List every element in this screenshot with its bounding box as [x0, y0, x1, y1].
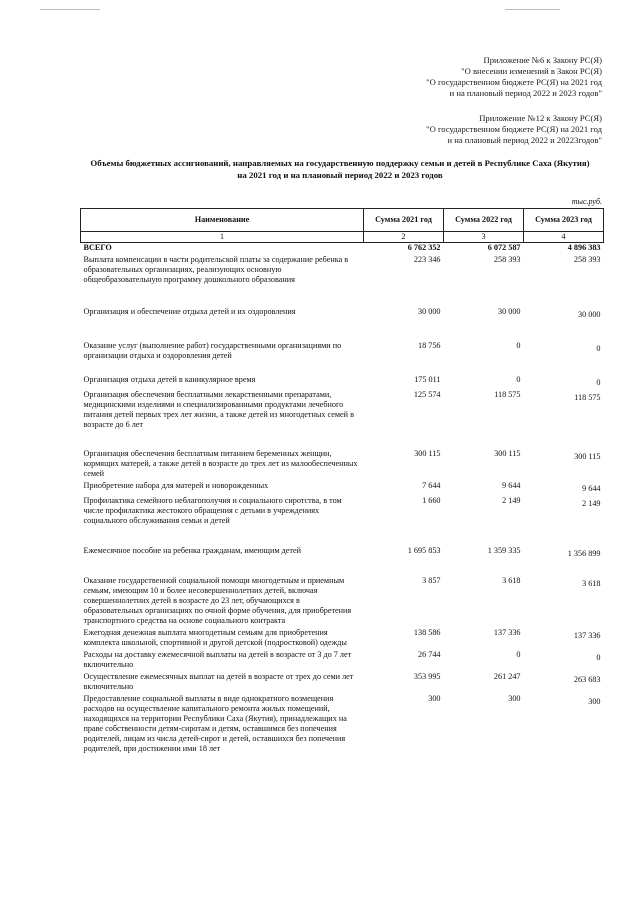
- appendix-6-line: и на плановый период 2022 и 2023 годов": [449, 88, 602, 98]
- row-value-2022: 6 072 587: [487, 243, 521, 252]
- row-value-2022: 9 644: [502, 481, 521, 490]
- row-value-2021: 1 660: [422, 496, 441, 505]
- row-name: Организация и обеспечение отдыха детей и их оздоровления: [83, 307, 296, 316]
- row-value-2023: 300 115: [574, 452, 601, 461]
- row-value-2023: 118 575: [574, 393, 601, 402]
- row-name: Оказание услуг (выполнение работ) государственными организациями по организации отдыха и оздоровления детей: [83, 341, 342, 360]
- appendix-12-line: "О государственном бюджете РС(Я) на 2021 год: [426, 124, 602, 134]
- row-value-2021: 3 857: [422, 576, 441, 585]
- table-row: [81, 449, 604, 481]
- header-2021: Сумма 2021 год: [364, 209, 444, 232]
- row-value-2022: 2 149: [502, 496, 521, 505]
- appendix-6-line: "О внесении изменений в Закон РС(Я): [461, 66, 602, 76]
- index-cell: 1: [81, 232, 364, 243]
- row-value-2022: 300: [508, 694, 521, 703]
- table-row: [81, 341, 604, 375]
- index-cell: 2: [364, 232, 444, 243]
- row-value-2022: 137 336: [493, 628, 521, 637]
- row-value-2023: 258 393: [573, 255, 601, 264]
- row-name: Выплата компенсации в части родительской платы за содержание ребенка в образовательных организациях, реализующих основную общеобразовательную программу дошкольного образования: [83, 255, 349, 284]
- row-value-2021: 6 762 352: [407, 243, 441, 252]
- units-label: тыс.руб.: [571, 197, 602, 206]
- row-value-2023: 2 149: [582, 499, 601, 508]
- scan-artifact: [505, 9, 560, 10]
- table-row: [81, 307, 604, 341]
- table-row: [81, 496, 604, 546]
- table-row: [81, 375, 604, 390]
- row-value-2023: 1 356 899: [567, 549, 601, 558]
- table-row: [81, 390, 604, 449]
- row-value-2022: 0: [516, 650, 521, 659]
- row-value-2022: 261 247: [493, 672, 521, 681]
- row-value-2021: 138 586: [413, 628, 441, 637]
- table-row: [81, 650, 604, 672]
- row-value-2023: 300: [588, 697, 601, 706]
- table-row-total: [81, 243, 604, 256]
- table-row: [81, 255, 604, 307]
- row-name: Ежегодная денежная выплата многодетным семьям для приобретения комплекта школьной, спортивной и другой детской (подростковой) одежды: [83, 628, 347, 647]
- table-row: [81, 694, 604, 756]
- row-value-2021: 26 744: [417, 650, 441, 659]
- appendix-6-line: Приложение №6 к Закону РС(Я): [483, 55, 602, 65]
- appendix-12-line: Приложение №12 к Закону РС(Я): [479, 113, 602, 123]
- row-value-2022: 300 115: [494, 449, 521, 458]
- header-2023: Сумма 2023 год: [524, 209, 604, 232]
- row-name: Организация отдыха детей в каникулярное время: [83, 375, 256, 384]
- row-value-2021: 1 695 853: [407, 546, 441, 555]
- document-title: [60, 157, 620, 181]
- table-row: [81, 481, 604, 496]
- row-name: Предоставление социальной выплаты в виде однократного возмещения расходов на осуществление капитального ремонта жилых помещений, находящихся на территории Республики Саха (Якутия), принадлежащих на праве собственности детям-сиротам и детям, оставшимся без попечения родителей, лицам из числа детей-сирот и детей, оставшихся без попечения родителей, при достижении ими 18 лет: [83, 694, 347, 753]
- title-line: Объемы бюджетных ассигнований, направляемых на государственную поддержку семьи и детей в Республике Саха (Якутия): [90, 158, 590, 168]
- row-value-2023: 4 896 383: [567, 243, 601, 252]
- row-name: Организация обеспечения бесплатными лекарственными препаратами, медицинскими изделиями и специализированными продуктами лечебного питания детей первых трех лет жизни, а также детей из многодетных семей в возрасте до 6 лет: [83, 390, 354, 429]
- row-value-2021: 223 346: [413, 255, 441, 264]
- row-value-2023: 0: [596, 344, 601, 353]
- index-cell: 4: [524, 232, 604, 243]
- appendix-6-line: "О государственном бюджете РС(Я) на 2021 год: [426, 77, 602, 87]
- row-value-2023: 9 644: [582, 484, 601, 493]
- row-value-2023: 0: [596, 653, 601, 662]
- row-name: Приобретение набора для матерей и новорожденных: [83, 481, 269, 490]
- row-value-2021: 30 000: [417, 307, 441, 316]
- row-value-2022: 1 359 335: [487, 546, 521, 555]
- header-name: Наименование: [81, 209, 364, 232]
- title-line: на 2021 год и на плановый период 2022 и 2023 годов: [237, 170, 443, 180]
- row-value-2021: 175 011: [414, 375, 441, 384]
- row-name: Ежемесячное пособие на ребенка гражданам, имеющим детей: [83, 546, 301, 555]
- appendix-12-header: [426, 113, 602, 146]
- row-value-2021: 7 644: [422, 481, 441, 490]
- row-value-2023: 0: [596, 378, 601, 387]
- scan-artifact: [40, 9, 100, 10]
- row-value-2022: 118 575: [494, 390, 521, 399]
- table-row: [81, 576, 604, 628]
- header-2022: Сумма 2022 год: [444, 209, 524, 232]
- row-value-2021: 300 115: [414, 449, 441, 458]
- row-value-2021: 353 995: [413, 672, 441, 681]
- row-name: Организация обеспечения бесплатным питанием беременных женщин, кормящих матерей, а также детей в возрасте до трех лет из малообеспеченных семей: [83, 449, 358, 478]
- row-value-2023: 137 336: [573, 631, 601, 640]
- row-value-2022: 0: [516, 375, 521, 384]
- row-value-2023: 30 000: [577, 310, 601, 319]
- table-row: [81, 546, 604, 576]
- row-value-2023: 3 618: [582, 579, 601, 588]
- row-value-2021: 18 756: [417, 341, 441, 350]
- appendix-12-line: и на плановый период 2022 и 20223годов": [447, 135, 602, 145]
- appendix-6-header: [426, 55, 602, 99]
- row-value-2022: 0: [516, 341, 521, 350]
- row-name: Расходы на доставку ежемесячной выплаты на детей в возрасте от 3 до 7 лет включительно: [83, 650, 352, 669]
- index-cell: 3: [444, 232, 524, 243]
- row-value-2021: 125 574: [413, 390, 441, 399]
- row-name: Профилактика семейного неблагополучия и социального сиротства, в том числе профилактика жестокого обращения с детьми в учреждениях социального обслуживания семьи и детей: [83, 496, 342, 525]
- row-value-2023: 263 683: [573, 675, 601, 684]
- row-value-2022: 30 000: [497, 307, 521, 316]
- row-name: Оказание государственной социальной помощи многодетным и приемным семьям, имеющим 10 и более несовершеннолетних детей, включая совершеннолетних детей в возрасте до 23 лет, обучающихся в образовательных организациях по очной форме обучения, для приобретения транспортного средства на основе социального контракта: [83, 576, 352, 625]
- row-value-2022: 258 393: [493, 255, 521, 264]
- table-row: [81, 628, 604, 650]
- row-name: ВСЕГО: [83, 243, 112, 252]
- table-row: [81, 672, 604, 694]
- row-value-2021: 300: [428, 694, 441, 703]
- row-name: Осуществление ежемесячных выплат на детей в возрасте от трех до семи лет включительно: [83, 672, 354, 691]
- budget-table: [80, 208, 604, 756]
- row-value-2022: 3 618: [502, 576, 521, 585]
